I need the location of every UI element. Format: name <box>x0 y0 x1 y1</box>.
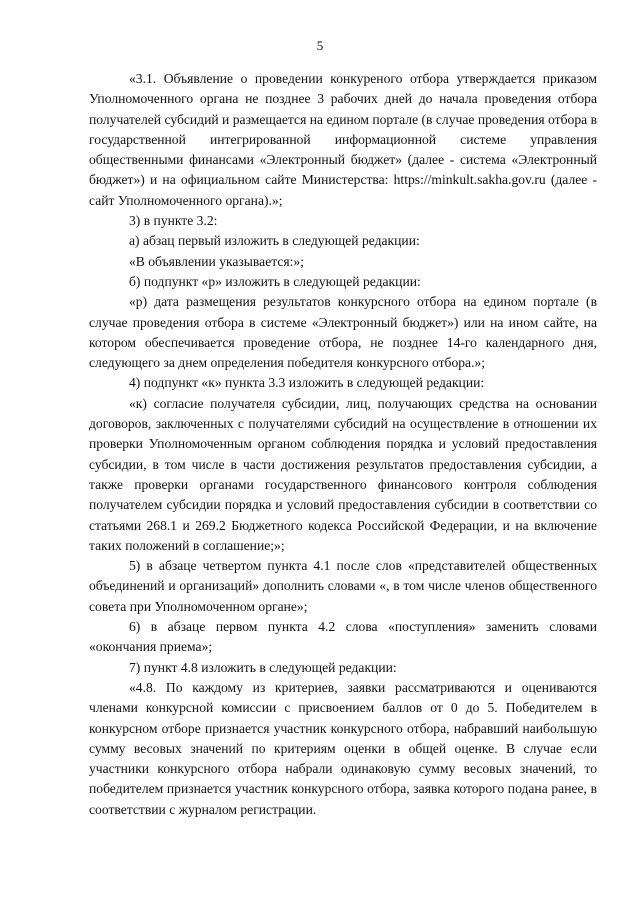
paragraph: 6) в абзаце первом пункта 4.2 слова «поступления» заменить словами «окончания приема»; <box>89 619 597 655</box>
paragraph: б) подпункт «р» изложить в следующей редакции: <box>129 273 421 289</box>
paragraph: «В объявлении указывается:»; <box>129 253 304 269</box>
paragraph: «р) дата размещения результатов конкурсного отбора на едином портале (в случае проведения отбора в системе «Электронный бюджет») или на ином сайте, на котором обеспечивается проведение отбора, не позднее 14-го календарного дня, следующего за днем определения победителя конкурсного отбора.»; <box>89 294 597 371</box>
paragraph: 7) пункт 4.8 изложить в следующей редакции: <box>129 659 397 675</box>
page-number: 5 <box>316 38 324 53</box>
paragraph: «к) согласие получателя субсидии, лиц, получающих средства на основании договоров, заключенных с получателями субсидий на осуществление в отношении их проверки Уполномоченным органом соблюдения порядка и условий предоставления субсидии, в том числе в части достижения результатов предоставления субсидии, а также проверки органами государственного финансового контроля соблюдения получателем субсидии порядка и условий предоставления субсидии в соответствии со статьями 268.1 и 269.2 Бюджетного кодекса Российской Федерации, и на включение таких положений в соглашение;»; <box>89 395 597 553</box>
paragraph: «3.1. Объявление о проведении конкуреного отбора утверждается приказом Уполномоченного органа не позднее 3 рабочих дней до начала проведения отбора получателей субсидий и размещается на едином портале (в случае проведения отбора в государственной интегрированной информационной системе управления общественными финансами «Электронный бюджет» (далее - система «Электронный бюджет») и на официальном сайте Министерства: https://minkult.sakha.gov.ru (далее - сайт Уполномоченного органа).»; <box>89 71 597 208</box>
paragraph: а) абзац первый изложить в следующей редакции: <box>129 233 420 249</box>
paragraph: 3) в пункте 3.2: <box>129 213 218 229</box>
paragraph: «4.8. По каждому из критериев, заявки рассматриваются и оцениваются членами конкурсной комиссии с присвоением баллов от 0 до 5. Победителем в конкурсном отборе признается участник конкурсного отбора, набравший наибольшую сумму весовых значений по критериям оценки в общей оценке. В случае если участники конкурсного отбора набрали одинаковую сумму весовых значений, то победителем признается участник конкурсного отбора, заявка которого подана ранее, в соответствии с журналом регистрации. <box>89 679 597 817</box>
document-body <box>89 69 597 820</box>
paragraph: 4) подпункт «к» пункта 3.3 изложить в следующей редакции: <box>129 375 485 391</box>
paragraph: 5) в абзаце четвертом пункта 4.1 после слов «представителей общественных объединений и организаций» дополнить словами «, в том числе членов общественного совета при Уполномоченном органе»; <box>89 558 597 614</box>
